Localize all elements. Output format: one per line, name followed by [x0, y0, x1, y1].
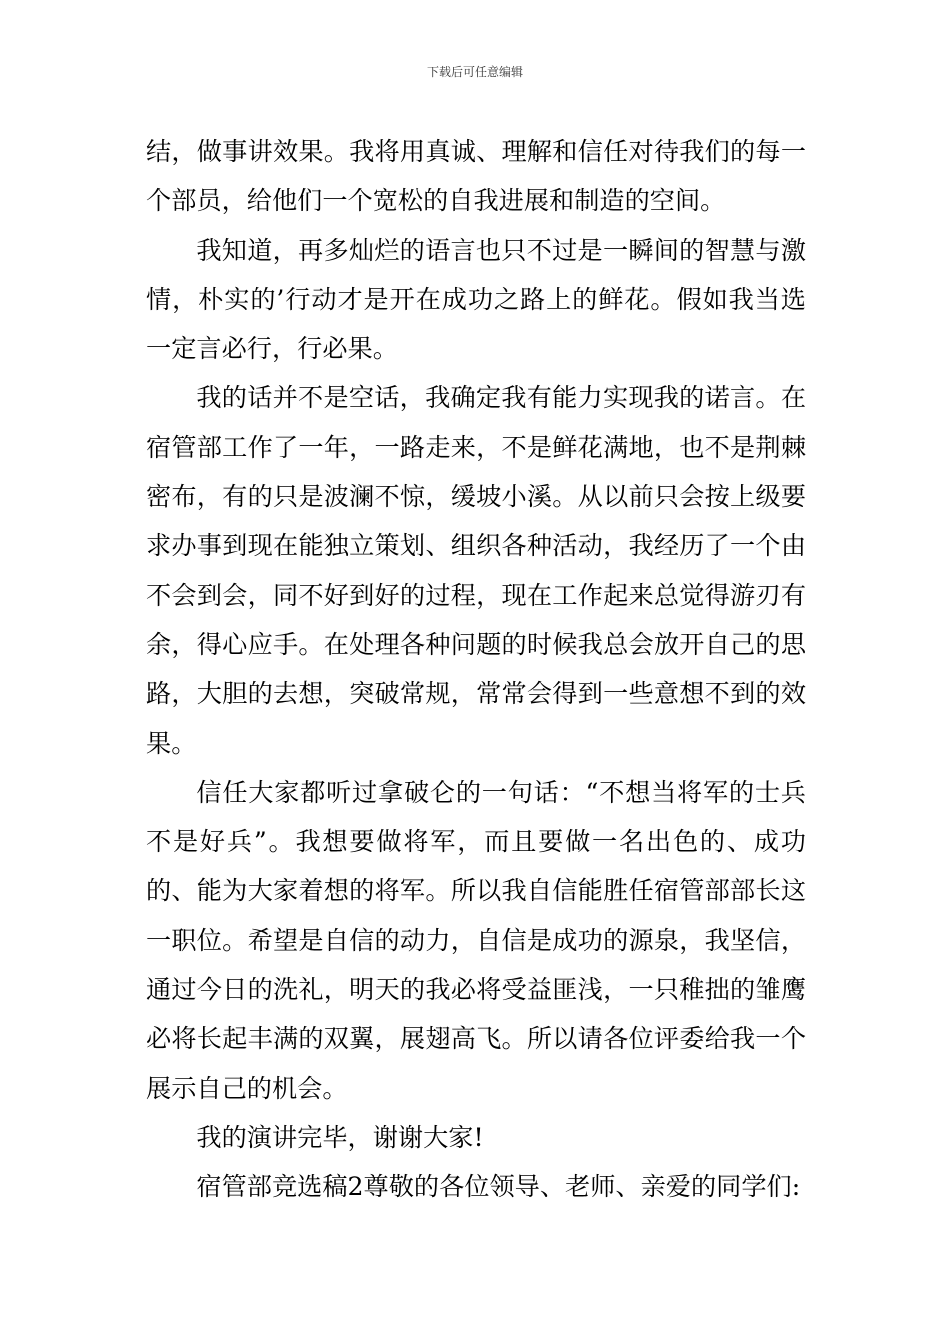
paragraph-2: 我知道，再多灿烂的语言也只不过是一瞬间的智慧与激情，朴实的’行动才是开在成功之路上的鲜花。假如我当选一定言必行，行必果。: [146, 235, 806, 364]
paragraph-5: 我的演讲完毕，谢谢大家!: [196, 1122, 484, 1152]
paragraph-6: 宿管部竞选稿2尊敬的各位领导、老师、亲爱的同学们:: [196, 1172, 801, 1202]
paragraph-1: 结，做事讲效果。我将用真诚、理解和信任对待我们的每一个部员，给他们一个宽松的自我进展和制造的空间。: [146, 137, 806, 216]
paragraph-3: 我的话并不是空话，我确定我有能力实现我的诺言。在宿管部工作了一年，一路走来，不是鲜花满地，也不是荆棘密布，有的只是波澜不惊，缓坡小溪。从以前只会按上级要求办事到现在能独立策划、组织各种活动，我经历了一个由不会到会，同不好到好的过程，现在工作起来总觉得游刃有余，得心应手。在处理各种问题的时候我总会放开自己的思路，大胆的去想，突破常规，常常会得到一些意想不到的效果。: [146, 383, 806, 758]
document-body: [146, 127, 806, 1212]
page-header: 下载后可任意编辑: [426, 65, 523, 79]
paragraph-4: 信任大家都听过拿破仑的一句话：“不想当将军的士兵不是好兵”。我想要做将军，而且要做一名出色的、成功的、能为大家着想的将军。所以我自信能胜任宿管部部长这一职位。希望是自信的动力，自信是成功的源泉，我坚信，通过今日的洗礼，明天的我必将受益匪浅，一只稚拙的雏鹰必将长起丰满的双翼，展翅高飞。所以请各位评委给我一个展示自己的机会。: [146, 777, 806, 1103]
